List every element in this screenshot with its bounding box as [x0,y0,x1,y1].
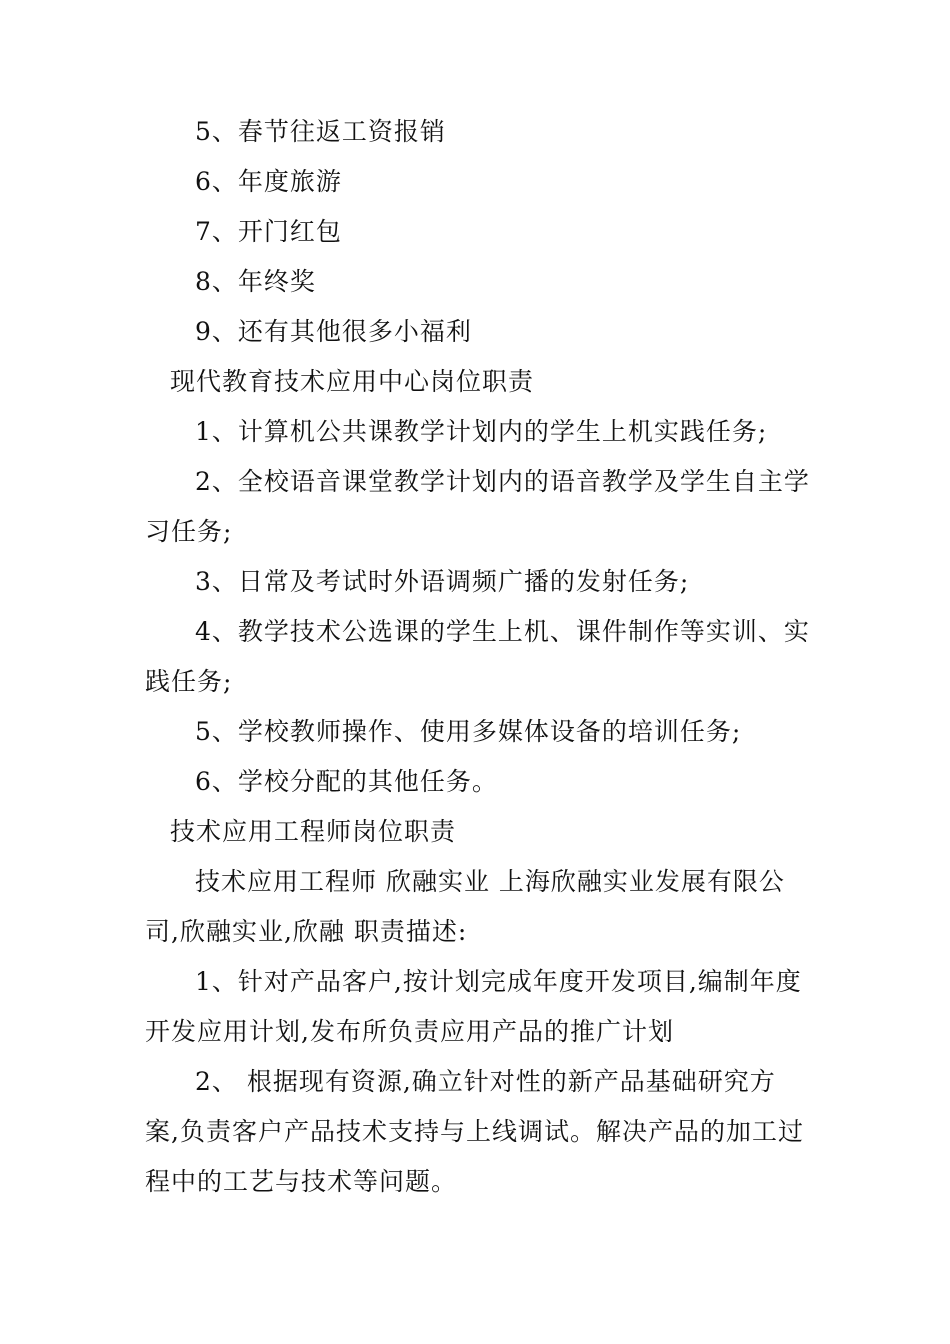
paragraph-duty-1: 1、计算机公共课教学计划内的学生上机实践任务; [195,417,768,446]
paragraph-duty-4: 4、教学技术公选课的学生上机、课件制作等实训、实践任务; [145,617,810,696]
paragraph-benefit-6: 6、年度旅游 [195,167,342,196]
paragraph-benefit-5: 5、春节往返工资报销 [195,117,446,146]
document-body [145,107,810,1207]
paragraph-duty-2: 2、全校语音课堂教学计划内的语音教学及学生自主学习任务; [145,467,810,546]
paragraph-engineer-intro: 技术应用工程师 欣融实业 上海欣融实业发展有限公司,欣融实业,欣融 职责描述: [145,867,785,946]
paragraph-benefit-8: 8、年终奖 [195,267,316,296]
paragraph-duty-3: 3、日常及考试时外语调频广播的发射任务; [195,567,690,596]
section-heading-tech-engineer: 技术应用工程师岗位职责 [170,817,457,846]
paragraph-duty-5: 5、学校教师操作、使用多媒体设备的培训任务; [195,717,742,746]
paragraph-benefit-9: 9、还有其他很多小福利 [195,317,472,346]
paragraph-engineer-duty-2: 2、 根据现有资源,确立针对性的新产品基础研究方案,负责客户产品技术支持与上线调试。解决产品的加工过程中的工艺与技术等问题。 [145,1067,804,1196]
paragraph-duty-6: 6、学校分配的其他任务。 [195,767,498,796]
paragraph-engineer-duty-1: 1、针对产品客户,按计划完成年度开发项目,编制年度开发应用计划,发布所负责应用产品的推广计划 [145,967,802,1046]
paragraph-benefit-7: 7、开门红包 [195,217,342,246]
section-heading-edu-tech-center: 现代教育技术应用中心岗位职责 [170,367,535,396]
